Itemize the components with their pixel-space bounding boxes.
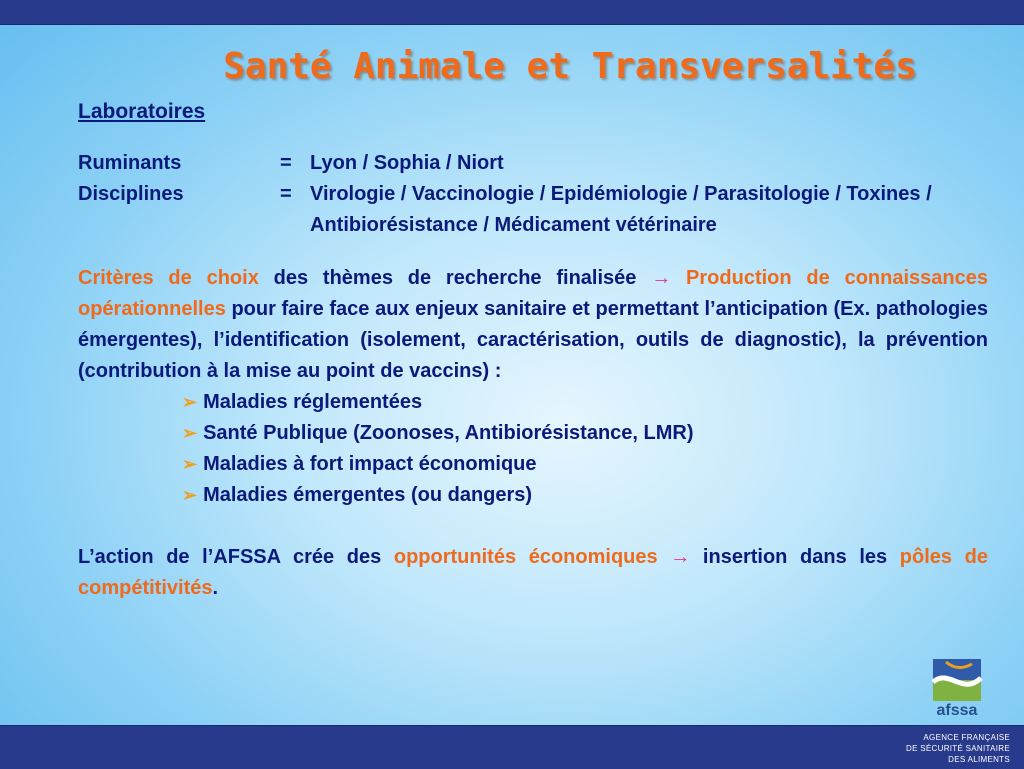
list-item — [182, 418, 988, 449]
row-equals: = — [280, 183, 292, 205]
row-value: Lyon / Sophia / Niort — [310, 152, 504, 174]
list-item-text: Maladies émergentes (ou dangers) — [203, 484, 533, 506]
list-item-text: Santé Publique (Zoonoses, Antibiorésistance, LMR) — [203, 422, 694, 444]
check-arrow-icon: ➢ — [182, 454, 198, 474]
afssa-logo-text: afssa — [936, 702, 978, 719]
criteria-label: Critères de choix — [78, 267, 259, 289]
right-arrow-icon: → — [670, 546, 691, 568]
afssa-text-c: insertion dans les — [690, 546, 900, 568]
list-item — [182, 449, 988, 480]
row-key: Ruminants — [78, 152, 182, 174]
slide-content — [78, 100, 988, 604]
paragraph-criteria — [78, 263, 988, 387]
row-equals: = — [280, 152, 292, 174]
spacer — [78, 511, 988, 542]
list-item-text: Maladies réglementées — [203, 391, 423, 413]
right-arrow-icon: → — [651, 267, 672, 289]
check-arrow-icon: ➢ — [182, 485, 198, 505]
afssa-logo — [928, 658, 986, 720]
list-item-text: Maladies à fort impact économique — [203, 453, 537, 475]
check-arrow-icon: ➢ — [182, 423, 198, 443]
agency-name — [906, 732, 1010, 765]
section-heading: Laboratoires — [78, 100, 206, 123]
priority-list — [78, 387, 988, 511]
afssa-text-a: L’action de l’AFSSA crée des — [78, 546, 394, 568]
agency-line: DE SÉCURITÉ SANITAIRE — [906, 744, 1010, 753]
agency-line: AGENCE FRANÇAISE — [923, 733, 1010, 742]
list-item — [182, 480, 988, 511]
row-key: Disciplines — [78, 183, 184, 205]
afssa-logo-icon — [928, 658, 986, 702]
bottom-band — [0, 725, 1024, 769]
opportunities-label: opportunités économiques — [393, 546, 658, 568]
top-band — [0, 0, 1024, 25]
criteria-detail: pour faire face aux enjeux sanitaire et permettant l’anticipation (Ex. pathologies émergentes), l’identification (isolement, caractérisation, outils de diagnostic), la prévention (contribution à la mise au point de vaccins) : — [78, 298, 988, 382]
info-row-ruminants — [78, 148, 988, 179]
poles-label: pôles de compétitivités — [78, 546, 988, 599]
check-arrow-icon: ➢ — [182, 392, 198, 412]
info-row-disciplines — [78, 179, 988, 241]
list-item — [182, 387, 988, 418]
row-value: Virologie / Vaccinologie / Epidémiologie / Parasitologie / Toxines / Antibiorésistance / Médicament vétérinaire — [310, 183, 932, 236]
production-label: Production de connaissances opérationnelles — [78, 267, 988, 320]
slide-title: Santé Animale et Transversalités — [223, 46, 917, 87]
criteria-text: des thèmes de recherche finalisée — [258, 267, 652, 289]
agency-line: DES ALIMENTS — [948, 755, 1010, 764]
afssa-period: . — [212, 577, 219, 599]
paragraph-afssa — [78, 542, 988, 604]
